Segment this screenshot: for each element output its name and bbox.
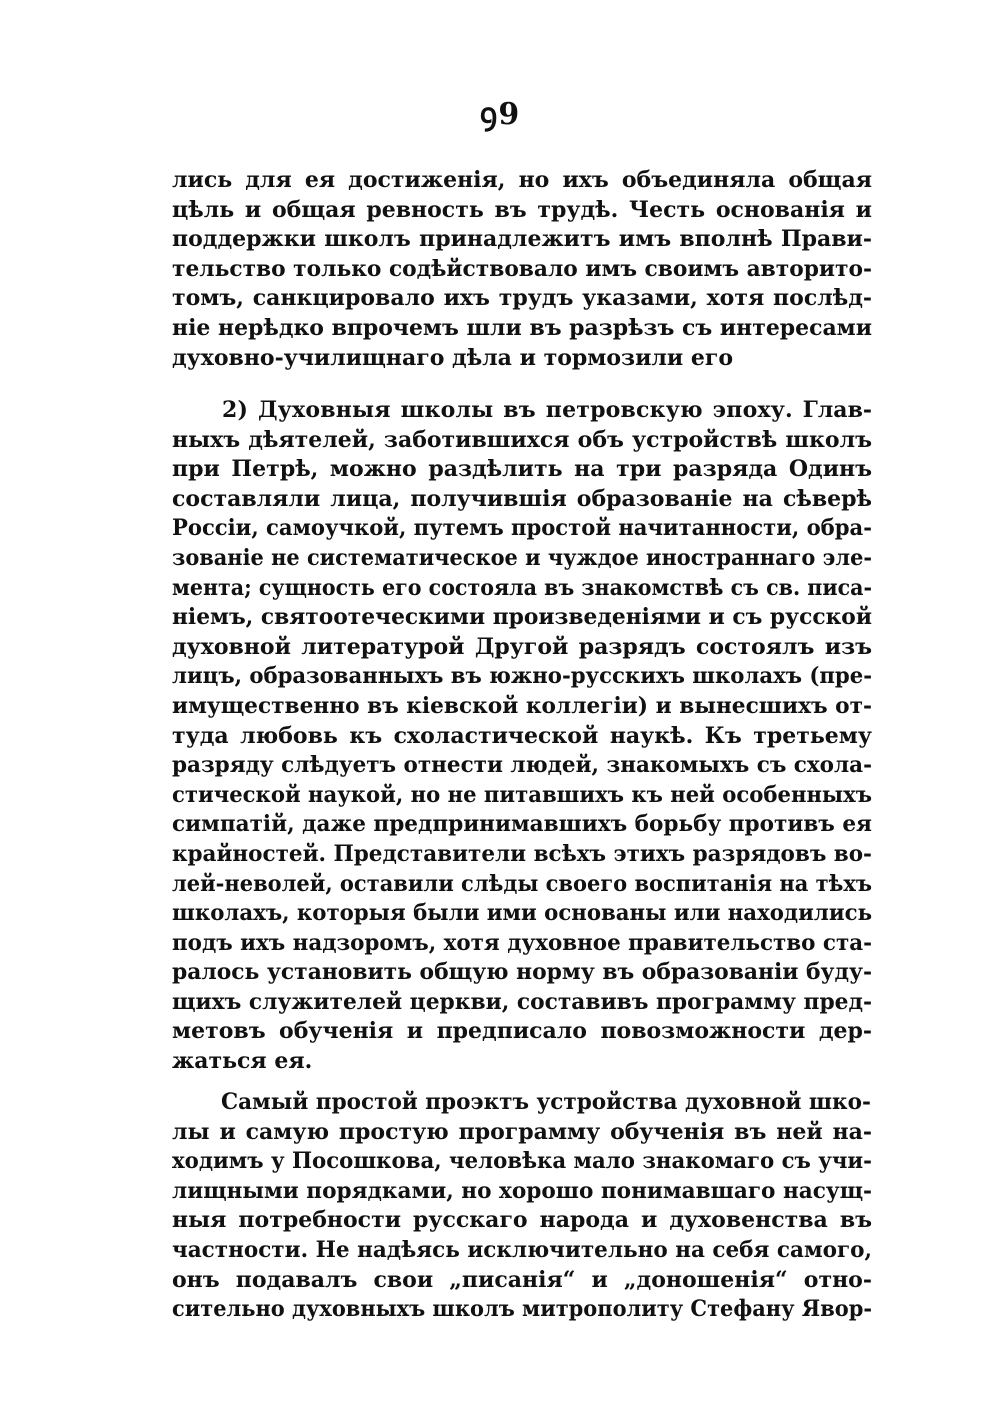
text-line: имущественно въ кіевской коллегіи) и вынесшихъ от- (172, 692, 873, 719)
text-line: школахъ, которыя были ими основаны или находились (172, 900, 873, 927)
text-line: ралось установить общую норму въ образованіи буду- (172, 959, 873, 986)
paragraph-2 (172, 396, 872, 1077)
text-line: стической наукой, но не питавшихъ къ ней особенныхъ (172, 781, 873, 808)
text-line: метовъ обученія и предписало повозможности дер- (172, 1018, 872, 1045)
text-line: туда любовь къ схоластической наукѣ. Къ третьему (172, 722, 872, 749)
text-line: духовной литературой Другой разрядъ состоялъ изъ (172, 633, 872, 660)
text-line: Россіи, самоучкой, путемъ простой начитанности, обра- (172, 515, 872, 542)
text-line: онъ подавалъ свои „писанія“ и „доношенія“ отно- (172, 1266, 872, 1293)
text-line: симпатій, даже предпринимавшихъ борьбу противъ ея (172, 811, 872, 838)
text-line: разряду слѣдуетъ отнести людей, знакомыхъ съ схола- (172, 752, 873, 779)
text-line: томъ, санкцировало ихъ трудъ указами, хотя послѣд- (172, 285, 872, 312)
text-line: ніе нерѣдко впрочемъ шли въ разрѣзъ съ интересами (172, 314, 873, 341)
text-line: щихъ служителей церкви, составивъ программу пред- (172, 988, 873, 1015)
text-line: лицъ, образованныхъ въ южно-русскихъ школахъ (пре- (172, 663, 873, 690)
text-line: ходимъ у Посошкова, человѣка мало знакомаго съ учи- (172, 1148, 873, 1175)
text-line: составляли лица, получившія образованіе на сѣверѣ (172, 485, 872, 512)
section-heading: 2) Духовныя школы въ петровскую эпоху. (222, 397, 793, 423)
text-line: подъ ихъ надзоромъ, хотя духовное правительство ста- (172, 929, 872, 956)
text-line: тельство только содѣйствовало имъ своимъ авторито- (172, 255, 872, 282)
text-line: лищными порядками, но хорошо понимавшаго насущ- (172, 1177, 873, 1204)
text-line: мента; сущность его состояла въ знакомствѣ съ св. писа- (172, 574, 873, 601)
text-line: ніемъ, святоотеческими произведеніями и съ русской (172, 604, 872, 631)
text-line: ныя потребности русскаго народа и духовенства въ (172, 1207, 872, 1234)
text-line-tail: Глав- (802, 397, 872, 423)
text-line: духовно-училищнаго дѣла и тормозили его (172, 344, 734, 371)
page-number: ꝯ9 (479, 97, 521, 132)
paragraph-1 (172, 166, 872, 373)
text-line: сительно духовныхъ школъ митрополиту Стефану Явор- (172, 1296, 873, 1323)
text-line: крайностей. Представители всѣхъ этихъ разрядовъ во- (172, 840, 872, 867)
text-line: лись для ея достиженія, но ихъ объединяла общая (172, 167, 872, 193)
text-line: ныхъ дѣятелей, заботившихся объ устройствѣ школъ (172, 426, 872, 453)
text-line: при Петрѣ, можно раздѣлить на три разряда Одинъ (172, 456, 872, 483)
text-line: лы и самую простую программу обученія въ ней на- (172, 1118, 872, 1145)
text-line: лей-неволей, оставили слѣды своего воспитанія на тѣхъ (172, 870, 872, 897)
paragraph-3 (172, 1088, 872, 1325)
text-line: цѣль и общая ревность въ трудѣ. Честь основанія и (172, 196, 872, 223)
text-line: жаться ея. (172, 1048, 313, 1075)
text-line: Самый простой проэктъ устройства духовной шко- (220, 1089, 871, 1115)
text-line (172, 396, 872, 426)
text-line: частности. Не надѣясь исключительно на себя самого, (172, 1236, 873, 1263)
text-line: поддержки школъ принадлежитъ имъ вполнѣ Прави- (172, 226, 872, 253)
text-line: зованіе не систематическое и чуждое иностраннаго эле- (172, 544, 873, 571)
